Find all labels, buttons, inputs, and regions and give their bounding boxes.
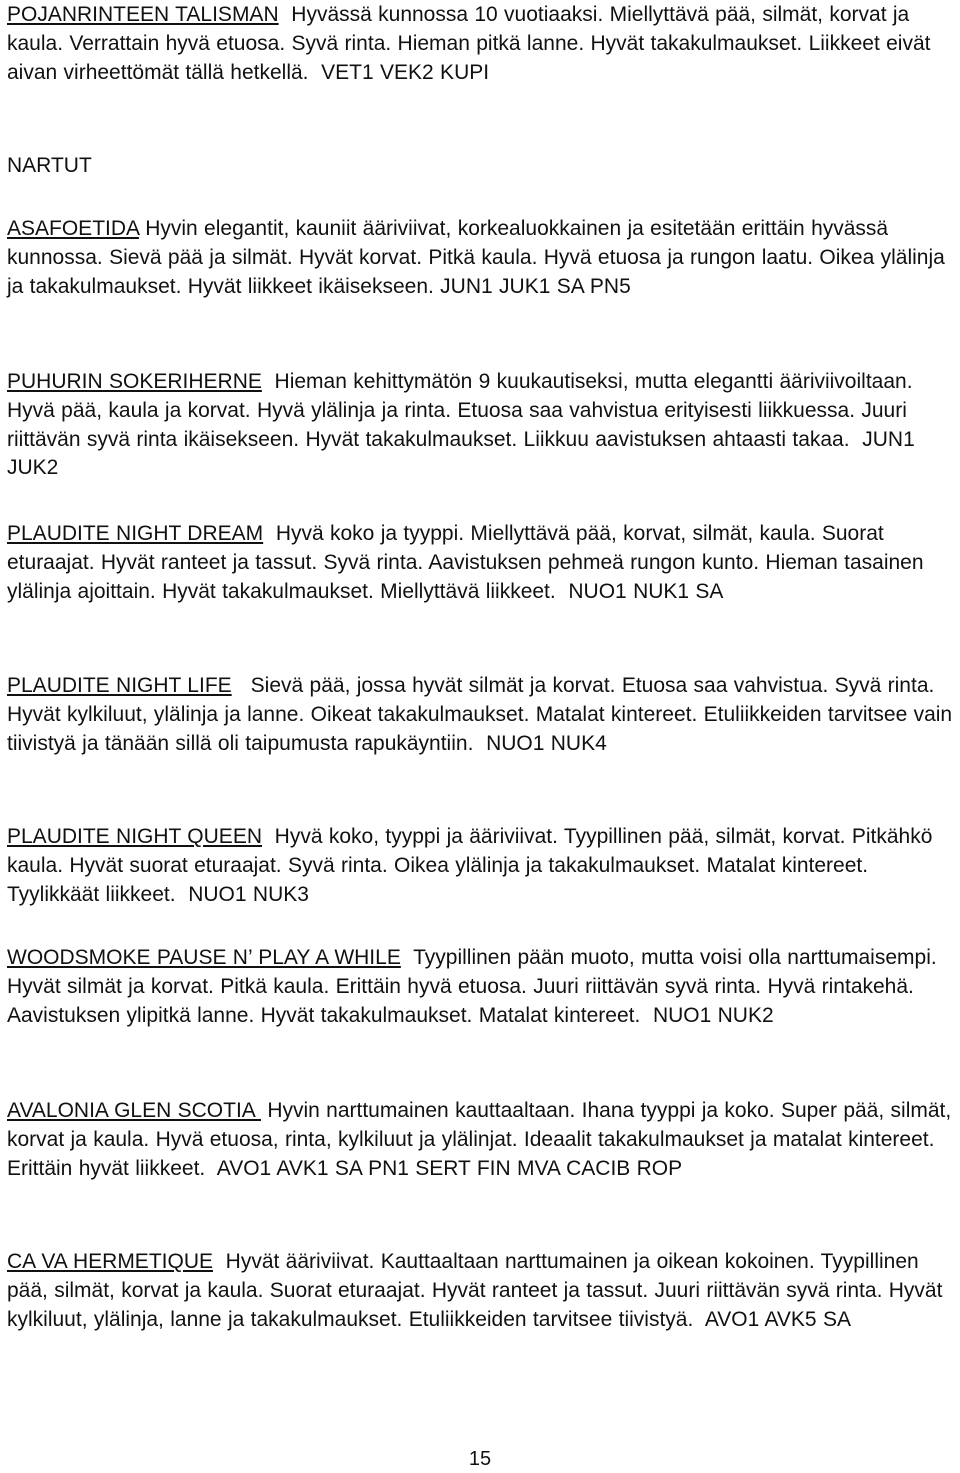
dog-name: WOODSMOKE PAUSE N’ PLAY A WHILE <box>7 946 401 969</box>
dog-critique: Hyvässä kunnossa 10 vuotiaaksi. Miellyttävä pää, silmät, korvat ja kaula. Verrattain hyvä etuosa. Syvä rinta. Hieman pitkä lanne. Hyvät takakulmaukset. Liikkeet eivät aivan virheettömät tällä hetkellä. VET1 VEK2 KUPI <box>7 3 937 84</box>
dog-critique: Hyvä koko ja tyyppi. Miellyttävä pää, korvat, silmät, kaula. Suorat eturaajat. Hyvät ranteet ja tassut. Syvä rinta. Aavistuksen pehmeä rungon kunto. Hieman tasainen ylälinja ajoittain. Hyvät takakulmaukset. Miellyttävä liikkeet. NUO1 NUK1 SA <box>7 522 930 603</box>
dog-critique: Hyvä koko, tyyppi ja ääriviivat. Tyypillinen pää, silmät, korvat. Pitkähkö kaula. Hyvät suorat eturaajat. Syvä rinta. Oikea ylälinja ja takakulmaukset. Matalat kintereet. Tyylikkäät liikkeet. NUO1 NUK3 <box>7 825 939 906</box>
dog-entry <box>7 1 953 87</box>
dog-entry <box>7 672 959 758</box>
dog-name: PLAUDITE NIGHT LIFE <box>7 674 232 697</box>
dog-critique: Hyvin elegantit, kauniit ääriviivat, korkealuokkainen ja esitetään erittäin hyvässä kunnossa. Sievä pää ja silmät. Hyvät korvat. Pitkä kaula. Hyvä etuosa ja rungon laatu. Oikea ylälinja ja takakulmaukset. Hyvät liikkeet ikäisekseen. JUN1 JUK1 SA PN5 <box>7 217 952 298</box>
dog-critique: Hyvin narttumainen kauttaaltaan. Ihana tyyppi ja koko. Super pää, silmät, korvat ja kaula. Hyvä etuosa, rinta, kylkiluut ja ylälinjat. Ideaalit takakulmaukset ja matalat kintereet. Erittäin hyvät liikkeet. AVO1 AVK1 SA PN1 SERT FIN MVA CACIB ROP <box>7 1099 958 1180</box>
dog-name: PLAUDITE NIGHT QUEEN <box>7 825 262 848</box>
dog-name: CA VA HERMETIQUE <box>7 1250 213 1273</box>
dog-name: POJANRINTEEN TALISMAN <box>7 3 279 26</box>
dog-entry <box>7 520 953 606</box>
dog-entry <box>7 368 953 483</box>
dog-name: ASAFOETIDA <box>7 217 139 240</box>
dog-name: PLAUDITE NIGHT DREAM <box>7 522 264 545</box>
dog-entry <box>7 1097 958 1183</box>
dog-name: PUHURIN SOKERIHERNE <box>7 370 262 393</box>
dog-critique: Hyvät ääriviivat. Kauttaaltaan narttumainen ja oikean kokoinen. Tyypillinen pää, silmät, korvat ja kaula. Suorat eturaajat. Hyvät ranteet ja tassut. Juuri riittävän syvä rinta. Hyvät kylkiluut, ylälinja, lanne ja takakulmaukset. Etuliikkeiden tarvitsee tiivistyä. AVO1 AVK5 SA <box>7 1250 949 1331</box>
section-heading: NARTUT <box>7 154 92 177</box>
dog-name: AVALONIA GLEN SCOTIA <box>7 1099 261 1122</box>
dog-entry <box>7 823 953 909</box>
dog-entry <box>7 215 953 301</box>
dog-entry <box>7 1248 953 1334</box>
dog-critique: Hieman kehittymätön 9 kuukautiseksi, mutta elegantti ääriviivoiltaan. Hyvä pää, kaula ja korvat. Hyvä ylälinja ja rinta. Etuosa saa vahvistua erityisesti liikkuessa. Juuri riittävän syvä rinta ikäisekseen. Hyvät takakulmaukset. Liikkuu aavistuksen ahtaasti takaa. JUN1 JUK2 <box>7 370 922 480</box>
dog-critique: Tyypillinen pään muoto, mutta voisi olla narttumaisempi. Hyvät silmät ja korvat. Pitkä kaula. Erittäin hyvä etuosa. Juuri riittävän syvä rinta. Hyvä rintakehä. Aavistuksen ylipitkä lanne. Hyvät takakulmaukset. Matalat kintereet. NUO1 NUK2 <box>7 946 944 1027</box>
dog-critique: Sievä pää, jossa hyvät silmät ja korvat. Etuosa saa vahvistua. Syvä rinta. Hyvät kylkiluut, ylälinja ja lanne. Oikeat takakulmaukset. Matalat kintereet. Etuliikkeiden tarvitsee vain tiivistyä ja tänään sillä oli taipumusta rapukäyntiin. NUO1 NUK4 <box>7 674 959 755</box>
dog-entry <box>7 944 953 1030</box>
page-number: 15 <box>468 1448 492 1470</box>
